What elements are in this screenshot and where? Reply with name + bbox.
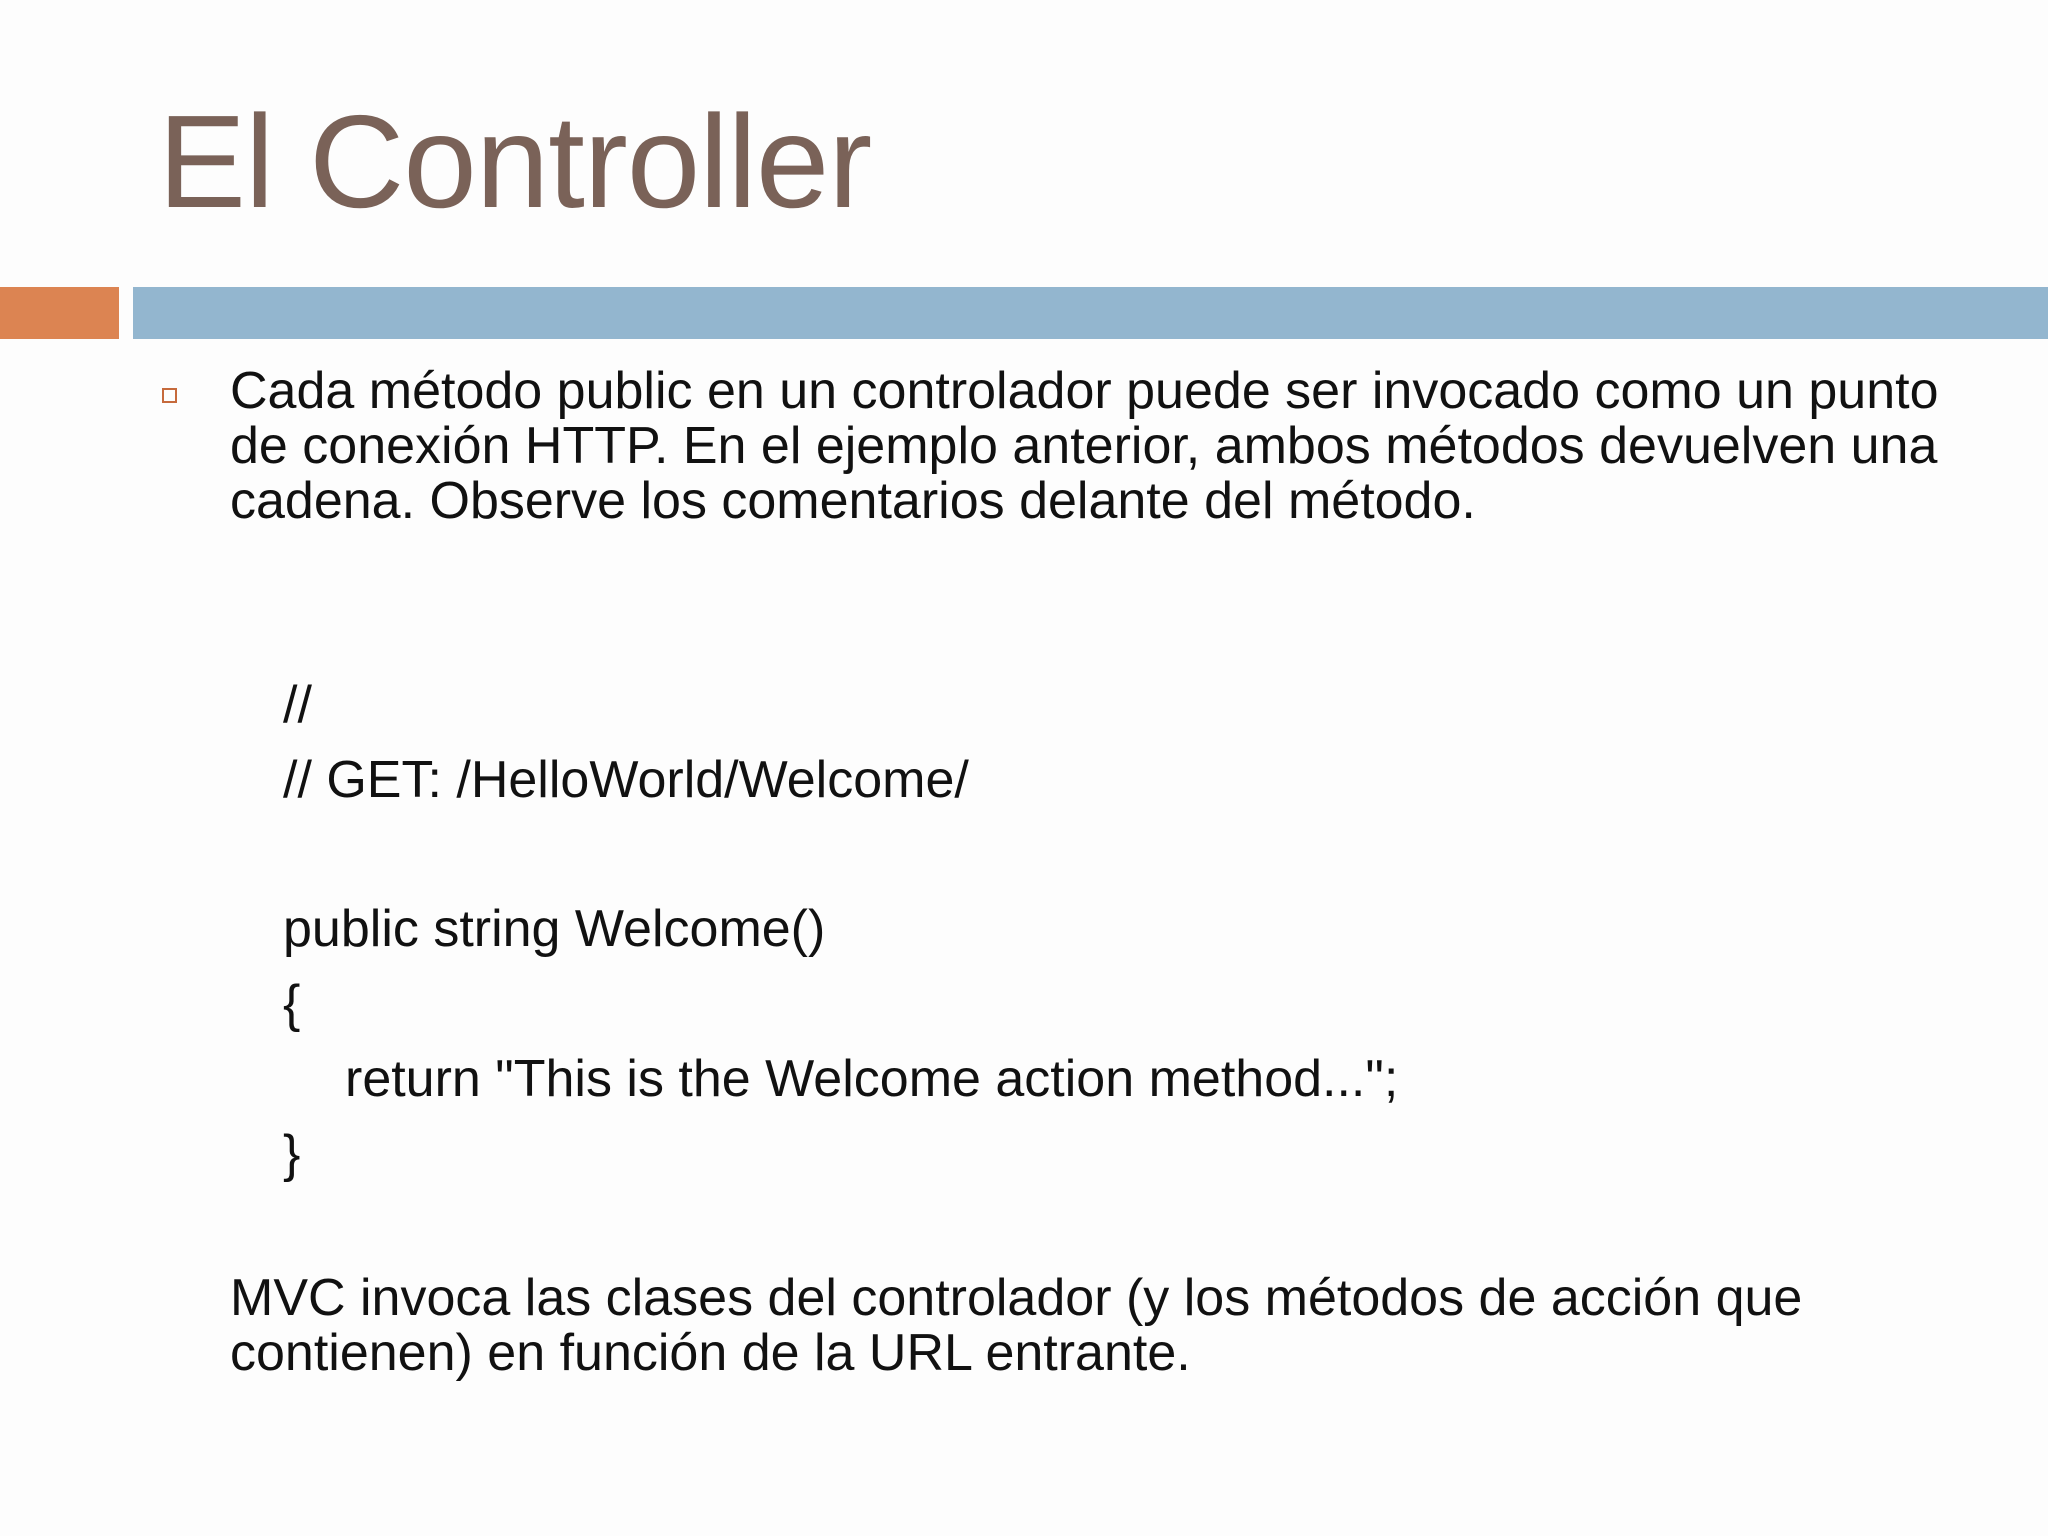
code-open-brace: {: [283, 975, 301, 1033]
accent-bar-orange: [0, 287, 119, 339]
code-method-signature: public string Welcome(): [283, 900, 826, 958]
code-comment-line: //: [283, 676, 312, 734]
code-close-brace: }: [283, 1125, 301, 1183]
code-comment-route: // GET: /HelloWorld/Welcome/: [283, 751, 969, 809]
accent-bar-blue: [133, 287, 2048, 339]
hollow-square-bullet-icon: [162, 388, 177, 403]
code-return-statement: return "This is the Welcome action method...";: [345, 1050, 1399, 1108]
slide-title: El Controller: [158, 88, 872, 235]
conclusion-paragraph: MVC invoca las clases del controlador (y los métodos de acción que contienen) en función de la URL entrante.: [230, 1269, 1803, 1382]
intro-paragraph: Cada método public en un controlador puede ser invocado como un punto de conexión HTTP. En el ejemplo anterior, ambos métodos devuelven una cadena. Observe los comentarios delante del método.: [230, 362, 1939, 530]
